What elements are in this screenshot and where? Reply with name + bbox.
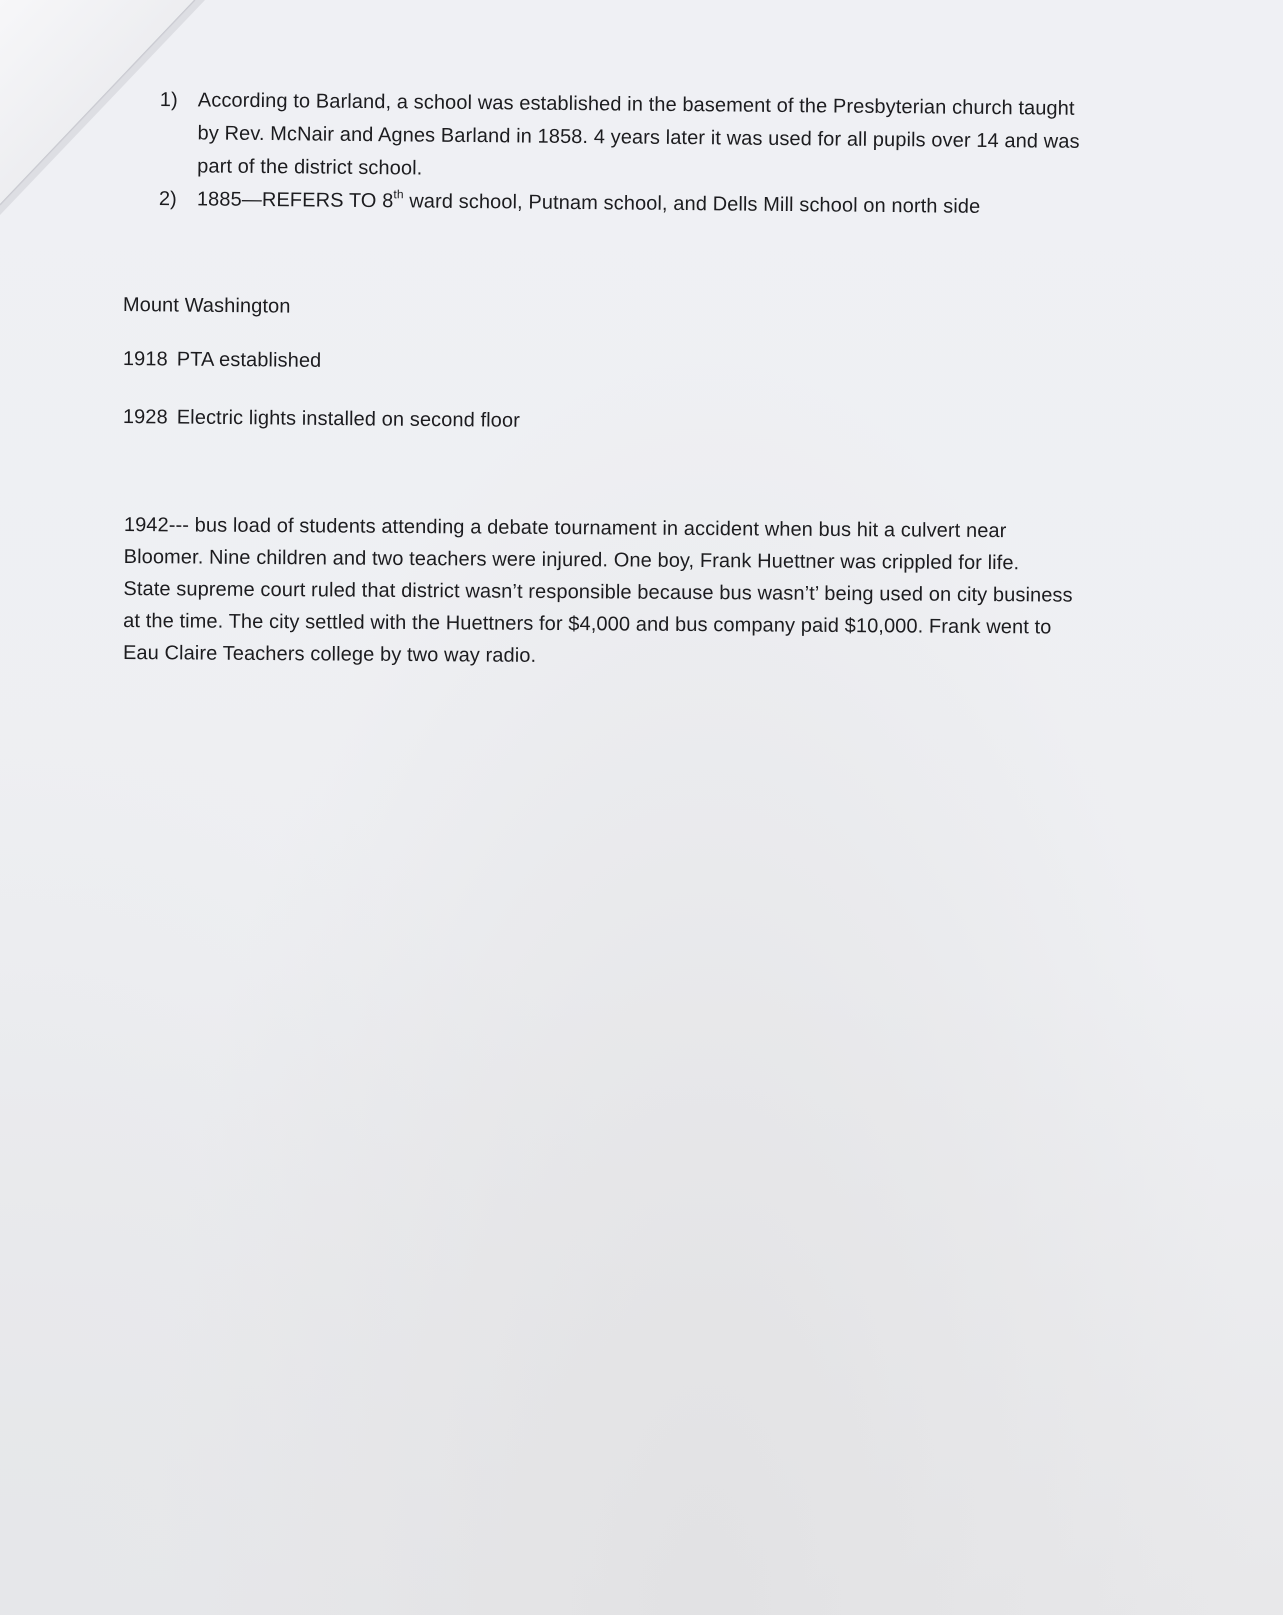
paragraph-line: at the time. The city settled with the Huettners for $4,000 and bus company paid $10,000. Frank went to <box>123 609 1052 639</box>
paragraph-line: 1942--- bus load of students attending a debate tournament in accident when bus hit a culvert near <box>123 513 1007 543</box>
paragraph-line: State supreme court ruled that district wasn’t responsible because bus wasn’t’ being used on city business <box>123 577 1073 607</box>
list-number: 1) <box>159 88 178 112</box>
list-item-1 <box>159 84 1140 192</box>
list-number: 2) <box>158 187 177 211</box>
list-item-text-line: According to Barland, a school was established in the basement of the Presbyterian church taught <box>197 89 1075 120</box>
paragraph-line: Bloomer. Nine children and two teachers were injured. One boy, Frank Huettner was crippled for life. <box>123 545 1020 575</box>
list-item-text-line: by Rev. McNair and Agnes Barland in 1858. 4 years later it was used for all pupils over 14 and was <box>197 122 1080 153</box>
list-item-text-line: part of the district school. <box>197 155 423 180</box>
timeline-year: 1918 <box>122 348 168 371</box>
numbered-list <box>159 84 1140 225</box>
paragraph-line: Eau Claire Teachers college by two way radio. <box>122 641 537 667</box>
history-paragraph <box>123 509 1124 676</box>
section-heading: Mount Washington <box>122 294 291 318</box>
ordinal-superscript: th <box>393 187 404 202</box>
list-item-text: 1885—REFERS TO 8 <box>196 188 394 213</box>
timeline-year: 1928 <box>122 406 168 429</box>
timeline-entry <box>123 348 322 373</box>
list-item-text: ward school, Putnam school, and Dells Mill school on north side <box>403 190 981 218</box>
timeline-event: PTA established <box>176 348 322 372</box>
timeline-entry <box>123 406 520 433</box>
timeline-event: Electric lights installed on second floor <box>176 406 521 432</box>
